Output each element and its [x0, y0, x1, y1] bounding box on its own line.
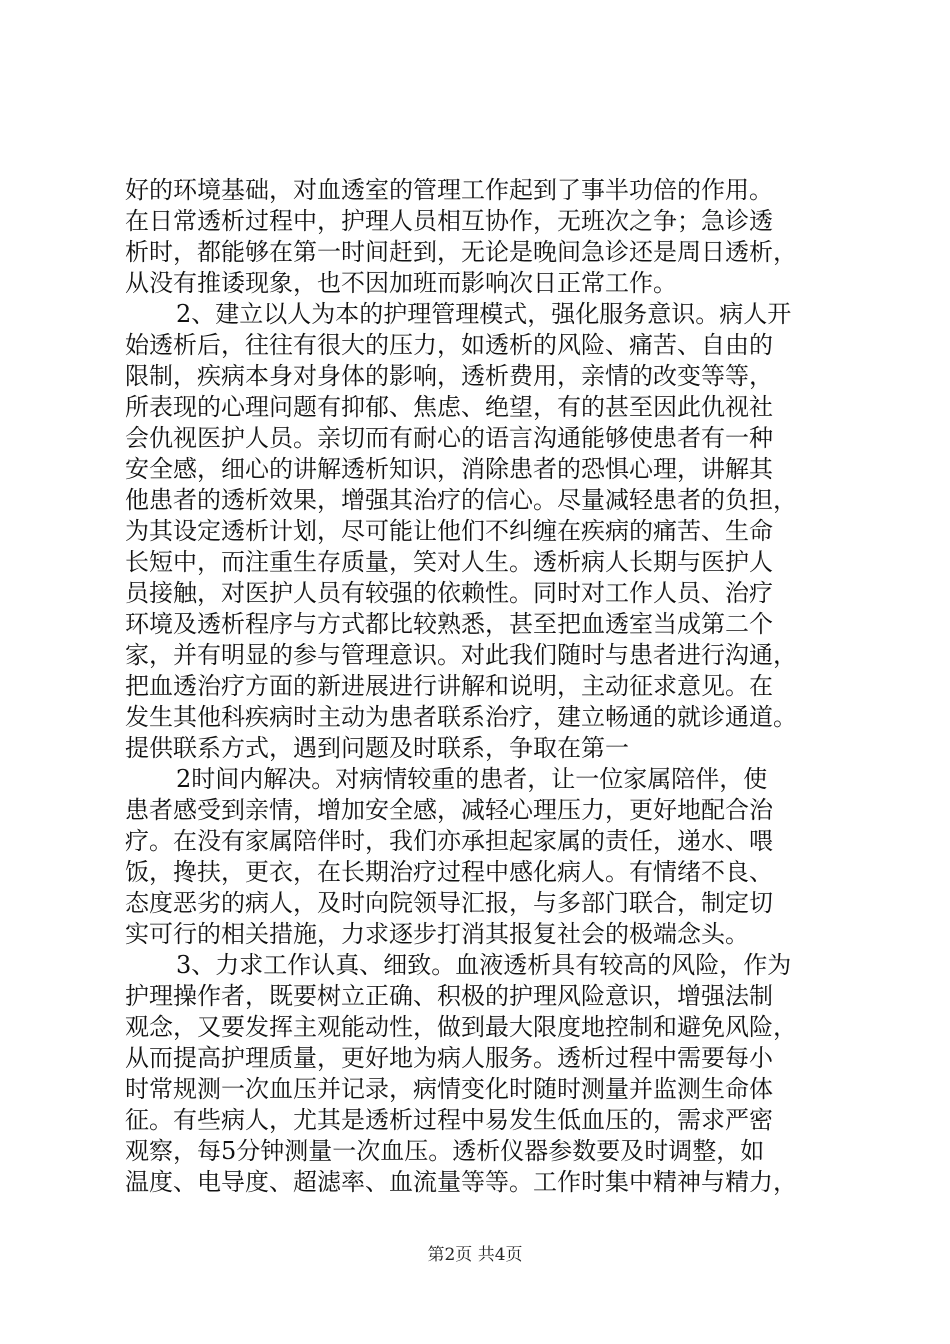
text-line: 好的环境基础，对血透室的管理工作起到了事半功倍的作用。: [125, 176, 773, 204]
page-number-footer: 第2页 共4页: [427, 1245, 523, 1265]
text-line: 限制，疾病本身对身体的影响，透析费用，亲情的改变等等，: [125, 362, 773, 390]
text-line: 始透析后，往往有很大的压力，如透析的风险、痛苦、自由的: [125, 331, 773, 359]
text-line: 2时间内解决。对病情较重的患者，让一位家属陪伴，使: [176, 765, 768, 793]
text-line: 所表现的心理问题有抑郁、焦虑、绝望，有的甚至因此仇视社: [125, 393, 773, 421]
text-line: 观察，每5分钟测量一次血压。透析仪器参数要及时调整，如: [125, 1137, 765, 1165]
text-line: 把血透治疗方面的新进展进行讲解和说明，主动征求意见。在: [125, 672, 773, 700]
text-line: 态度恶劣的病人，及时向院领导汇报，与多部门联合，制定切: [125, 889, 773, 917]
text-line: 析时，都能够在第一时间赶到，无论是晚间急诊还是周日透析，: [125, 238, 797, 266]
text-line: 护理操作者，既要树立正确、积极的护理风险意识，增强法制: [125, 982, 773, 1010]
text-line: 安全感，细心的讲解透析知识，消除患者的恐惧心理，讲解其: [125, 455, 773, 483]
text-line: 长短中，而注重生存质量，笑对人生。透析病人长期与医护人: [125, 548, 773, 576]
text-line: 时常规测一次血压并记录，病情变化时随时测量并监测生命体: [125, 1075, 773, 1103]
text-line: 他患者的透析效果，增强其治疗的信心。尽量减轻患者的负担，: [125, 486, 797, 514]
text-line: 从没有推诿现象，也不因加班而影响次日正常工作。: [125, 269, 677, 297]
text-line: 温度、电导度、超滤率、血流量等等。工作时集中精神与精力，: [125, 1168, 797, 1196]
text-line: 实可行的相关措施，力求逐步打消其报复社会的极端念头。: [125, 920, 749, 948]
text-line: 征。有些病人，尤其是透析过程中易发生低血压的，需求严密: [125, 1106, 773, 1134]
text-line: 提供联系方式，遇到问题及时联系，争取在第一: [125, 734, 629, 762]
text-line: 家，并有明显的参与管理意识。对此我们随时与患者进行沟通，: [125, 641, 797, 669]
text-line: 发生其他科疾病时主动为患者联系治疗，建立畅通的就诊通道。: [125, 703, 797, 731]
text-line: 3、力求工作认真、细致。血液透析具有较高的风险，作为: [176, 951, 792, 979]
text-line: 患者感受到亲情，增加安全感，减轻心理压力，更好地配合治: [125, 796, 773, 824]
text-line: 会仇视医护人员。亲切而有耐心的语言沟通能够使患者有一种: [125, 424, 773, 452]
text-line: 2、建立以人为本的护理管理模式，强化服务意识。病人开: [176, 300, 792, 328]
text-line: 为其设定透析计划，尽可能让他们不纠缠在疾病的痛苦、生命: [125, 517, 773, 545]
text-line: 疗。在没有家属陪伴时，我们亦承担起家属的责任，递水、喂: [125, 827, 773, 855]
text-line: 员接触，对医护人员有较强的依赖性。同时对工作人员、治疗: [125, 579, 773, 607]
text-line: 饭，搀扶，更衣，在长期治疗过程中感化病人。有情绪不良、: [125, 858, 773, 886]
text-line: 在日常透析过程中，护理人员相互协作，无班次之争；急诊透: [125, 207, 773, 235]
text-line: 环境及透析程序与方式都比较熟悉，甚至把血透室当成第二个: [125, 610, 773, 638]
text-line: 观念，又要发挥主观能动性，做到最大限度地控制和避免风险，: [125, 1013, 797, 1041]
text-line: 从而提高护理质量，更好地为病人服务。透析过程中需要每小: [125, 1044, 773, 1072]
